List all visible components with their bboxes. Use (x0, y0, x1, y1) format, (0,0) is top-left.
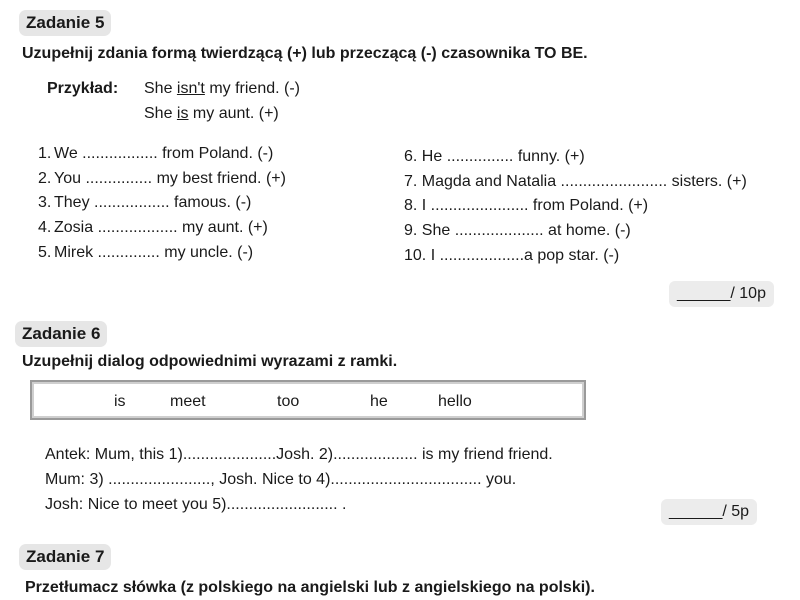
task5-instruction: Uzupełnij zdania formą twierdzącą (+) lub przeczącą (-) czasownika TO BE. (22, 45, 588, 62)
right-item-6: 6. He ............... funny. (+) (404, 148, 585, 165)
item-number: 3. (38, 194, 52, 211)
left-item-2 (38, 170, 286, 188)
left-item-4 (38, 219, 268, 237)
item-number: 5. (38, 244, 52, 261)
task6-title: Zadanie 6 (15, 321, 107, 347)
item-number: 1. (38, 145, 52, 162)
left-item-1 (38, 145, 273, 163)
example2-post: my aunt. (+) (188, 105, 279, 122)
item-number: 4. (38, 219, 52, 236)
word-box (30, 380, 586, 420)
task6-score: ______/ 5p (661, 499, 757, 525)
right-item-8: 8. I ...................... from Poland. (+) (404, 197, 649, 214)
item-text: We ................. from Poland. (-) (54, 145, 274, 162)
dialog-line-3: Josh: Nice to meet you 5)......................... . (45, 496, 347, 513)
left-item-5 (38, 244, 253, 262)
task5-title: Zadanie 5 (19, 10, 111, 36)
example-sentence-2 (144, 105, 279, 123)
example1-post: my friend. (-) (204, 80, 300, 97)
example-label: Przykład: (47, 80, 119, 97)
item-text: You ............... my best friend. (+) (54, 170, 286, 187)
example-sentence-1 (144, 80, 300, 98)
example2-pre: She (144, 105, 177, 122)
right-item-10: 10. I ...................a pop star. (-) (404, 247, 620, 264)
word-too: too (277, 393, 300, 410)
right-item-9: 9. She .................... at home. (-) (404, 222, 631, 239)
item-text: They ................. famous. (-) (54, 194, 252, 211)
task7-title: Zadanie 7 (19, 544, 111, 570)
task5-score: ______/ 10p (669, 281, 774, 307)
dialog-line-1: Antek: Mum, this 1).....................Josh. 2)................... is my friend friend. (45, 446, 553, 463)
word-hello: hello (438, 393, 472, 410)
word-he: he (370, 393, 388, 410)
task6-instruction: Uzupełnij dialog odpowiednimi wyrazami z ramki. (22, 353, 398, 370)
example1-pre: She (144, 80, 177, 97)
example1-verb: isn't (176, 80, 205, 97)
dialog-line-2: Mum: 3) ......................., Josh. Nice to 4).................................. you. (45, 471, 517, 488)
item-number: 2. (38, 170, 52, 187)
left-item-3 (38, 194, 251, 212)
task7-instruction: Przetłumacz słówka (z polskiego na angielski lub z angielskiego na polski). (25, 579, 595, 596)
right-item-7: 7. Magda and Natalia ........................ sisters. (+) (404, 173, 747, 190)
item-text: Mirek .............. my uncle. (-) (54, 244, 254, 261)
word-meet: meet (170, 393, 206, 410)
word-is: is (114, 393, 126, 410)
example2-verb: is (176, 105, 189, 122)
item-text: Zosia .................. my aunt. (+) (54, 219, 268, 236)
